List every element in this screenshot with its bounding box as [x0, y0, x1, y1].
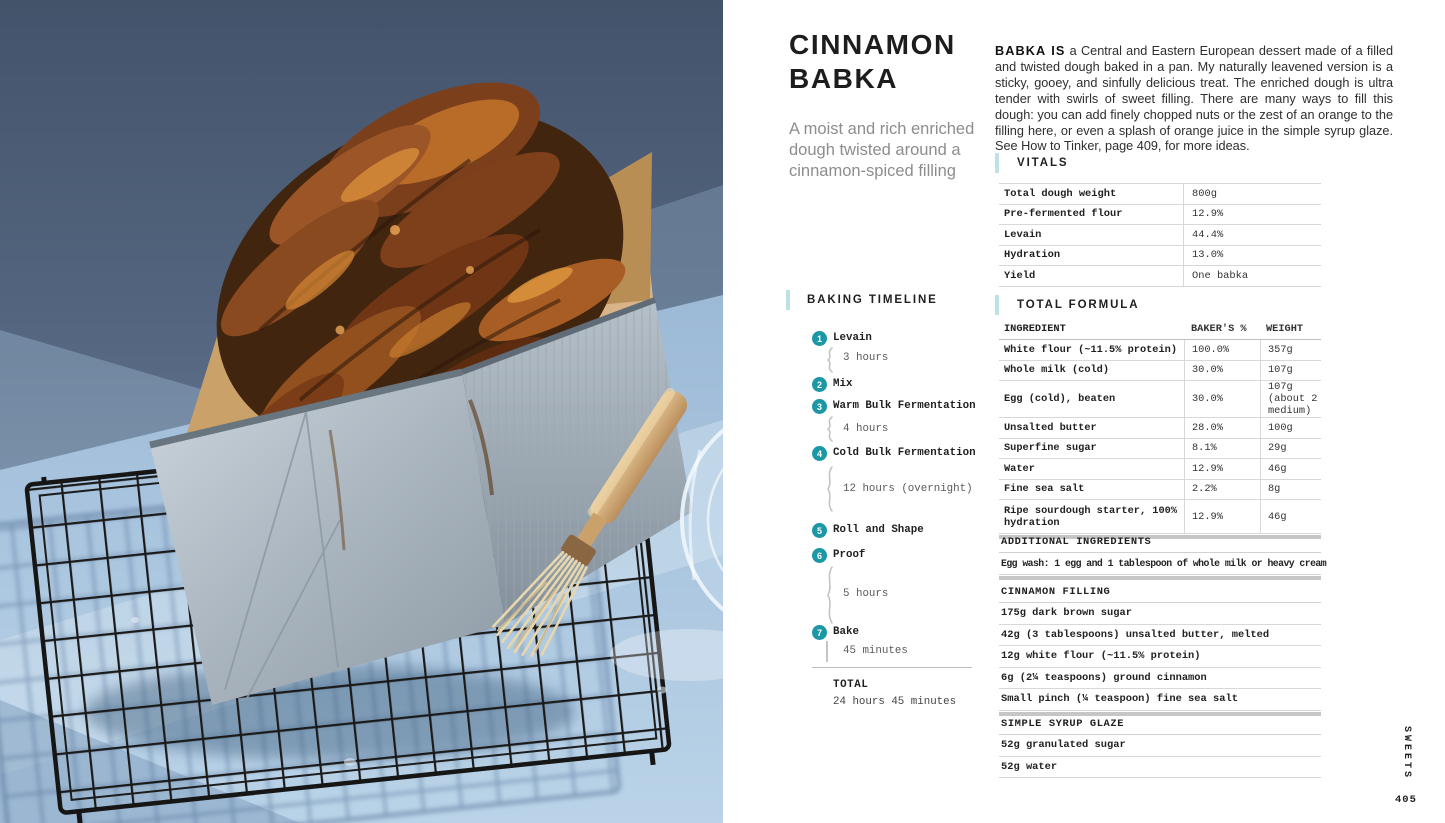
ingredient-name: Egg (cold), beaten [1004, 393, 1116, 405]
formula-row [999, 340, 1321, 361]
ingredient-name: Fine sea salt [1004, 483, 1085, 496]
timeline-step-number: 6 [812, 548, 827, 563]
recipe-page [723, 0, 1445, 823]
timeline-brace [823, 566, 835, 624]
timeline-step-label: Levain [833, 332, 872, 344]
glaze-heading: SIMPLE SYRUP GLAZE [999, 714, 1321, 735]
formula-row [999, 361, 1321, 382]
ingredient-name: Superfine sugar [1004, 442, 1097, 455]
ingredient-pct: 28.0% [1184, 418, 1260, 438]
title-line-1: CINNAMON [789, 29, 956, 60]
vitals-heading-label: VITALS [1017, 157, 1069, 169]
formula-table [999, 319, 1321, 539]
timeline-step-number: 4 [812, 446, 827, 461]
filling-item: Small pinch (¼ teaspoon) fine sea salt [999, 689, 1321, 711]
formula-row [999, 439, 1321, 460]
ingredient-name: Ripe sourdough starter, 100% hydration [1004, 504, 1178, 529]
vitals-table [999, 183, 1321, 287]
intro-paragraph [995, 44, 1393, 155]
vitals-accent-bar [995, 153, 999, 173]
timeline-step-label: Mix [833, 378, 853, 390]
glaze-item: 52g water [999, 757, 1321, 779]
filling-item: 42g (3 tablespoons) unsalted butter, melted [999, 625, 1321, 647]
filling-item: 175g dark brown sugar [999, 603, 1321, 625]
timeline-step-duration: 12 hours (overnight) [843, 483, 973, 495]
timeline-total-label: TOTAL [833, 679, 869, 691]
ingredient-name: Unsalted butter [1004, 421, 1097, 434]
formula-row [999, 418, 1321, 439]
timeline-step-duration: 45 minutes [843, 645, 908, 657]
syrup-glaze-block [999, 714, 1321, 778]
formula-row [999, 500, 1321, 534]
ingredient-pct: 100.0% [1184, 340, 1260, 360]
cinnamon-filling-block [999, 582, 1321, 716]
page-title [789, 28, 956, 96]
vitals-value: 12.9% [1183, 205, 1321, 225]
col-weight: WEIGHT [1266, 323, 1304, 335]
ingredient-pct: 8.1% [1184, 439, 1260, 459]
timeline-step-label: Roll and Shape [833, 524, 924, 536]
col-ingredient: INGREDIENT [1004, 323, 1066, 335]
timeline-step-number: 7 [812, 625, 827, 640]
formula-heading [995, 295, 1139, 315]
timeline-step-number: 2 [812, 377, 827, 392]
timeline-step-number: 3 [812, 399, 827, 414]
timeline-step-duration: 3 hours [843, 352, 889, 364]
timeline-heading-label: BAKING TIMELINE [807, 294, 938, 306]
formula-header-row [999, 319, 1321, 340]
timeline-brace [823, 416, 835, 442]
timeline-step-label: Warm Bulk Fermentation [833, 400, 976, 412]
formula-row [999, 480, 1321, 501]
formula-row [999, 381, 1321, 418]
formula-accent-bar [995, 295, 999, 315]
vitals-row [999, 225, 1321, 246]
ingredient-name: Whole milk (cold) [1004, 364, 1110, 377]
vitals-value: 13.0% [1183, 246, 1321, 266]
ingredient-pct: 12.9% [1184, 500, 1260, 533]
filling-item: 6g (2¼ teaspoons) ground cinnamon [999, 668, 1321, 690]
timeline-brace [823, 347, 835, 373]
ingredient-weight: 46g [1260, 500, 1321, 533]
additional-heading: ADDITIONAL INGREDIENTS [999, 532, 1321, 553]
vitals-label: Pre-fermented flour [1004, 208, 1123, 221]
timeline-step-label: Proof [833, 549, 866, 561]
timeline-step-number: 1 [812, 331, 827, 346]
vitals-row [999, 266, 1321, 287]
intro-body: a Central and Eastern European dessert made of a filled and twisted dough baked in a pan. My naturally leavened version is a sticky, gooey, and sinfully delicious treat. The enriched dough is ultra tender with swirls of sweet filling. There are many ways to fill this dough: you can add finely chopped nuts or the zest of an orange to the filling here, or even a splash of orange juice in the simple syrup glaze. See How to Tinker, page 409, for more ideas. [995, 44, 1394, 154]
timeline-step-duration: 5 hours [843, 588, 889, 600]
timeline-accent-bar [786, 290, 790, 310]
timeline-total-value: 24 hours 45 minutes [833, 696, 957, 708]
ingredient-name: White flour (~11.5% protein) [1004, 343, 1178, 356]
timeline-bake-tick [826, 641, 828, 662]
ingredient-pct: 30.0% [1184, 381, 1260, 417]
page-number: 405 [1395, 794, 1417, 806]
timeline-step-label: Bake [833, 626, 859, 638]
ingredient-pct: 30.0% [1184, 361, 1260, 381]
recipe-subtitle: A moist and rich enriched dough twisted around a cinnamon-spiced filling [789, 120, 975, 180]
ingredient-weight: 46g [1260, 459, 1321, 479]
filling-item: 12g white flour (~11.5% protein) [999, 646, 1321, 668]
ingredient-weight: 357g [1260, 340, 1321, 360]
col-bakers-pct: BAKER'S % [1191, 323, 1247, 335]
vitals-value: 800g [1183, 184, 1321, 204]
vitals-label: Total dough weight [1004, 187, 1117, 200]
ingredient-weight: 8g [1260, 480, 1321, 500]
vitals-value: One babka [1183, 266, 1321, 286]
timeline-step-label: Cold Bulk Fermentation [833, 447, 976, 459]
vitals-label: Levain [1004, 228, 1042, 241]
timeline-divider [812, 667, 972, 668]
ingredient-name: Water [1004, 462, 1035, 475]
filling-heading: CINNAMON FILLING [999, 582, 1321, 603]
ingredient-weight: 29g [1260, 439, 1321, 459]
vitals-row [999, 205, 1321, 226]
formula-heading-label: TOTAL FORMULA [1017, 299, 1140, 311]
formula-row [999, 459, 1321, 480]
timeline-step-number: 5 [812, 523, 827, 538]
ingredient-weight: 100g [1260, 418, 1321, 438]
timeline-brace [823, 466, 835, 512]
vitals-value: 44.4% [1183, 225, 1321, 245]
timeline-heading [786, 290, 938, 310]
glaze-item: 52g granulated sugar [999, 735, 1321, 757]
intro-lead: BABKA IS [995, 44, 1066, 58]
additional-item: Egg wash: 1 egg and 1 tablespoon of whole milk or heavy cream [999, 553, 1321, 575]
additional-end-bar [999, 576, 1321, 580]
ingredient-weight: 107g [1260, 361, 1321, 381]
ingredient-pct: 12.9% [1184, 459, 1260, 479]
vitals-row [999, 246, 1321, 267]
ingredient-pct: 2.2% [1184, 480, 1260, 500]
vitals-row [999, 184, 1321, 205]
vitals-label: Hydration [1004, 249, 1061, 262]
vitals-label: Yield [1004, 269, 1036, 282]
title-line-2: BABKA [789, 63, 899, 94]
ingredient-weight: 107g (about 2 medium) [1260, 381, 1321, 417]
section-spine-label: SWEETS [1401, 726, 1412, 781]
vitals-heading [995, 153, 1068, 173]
additional-ingredients-block [999, 532, 1327, 580]
timeline-step-duration: 4 hours [843, 423, 889, 435]
